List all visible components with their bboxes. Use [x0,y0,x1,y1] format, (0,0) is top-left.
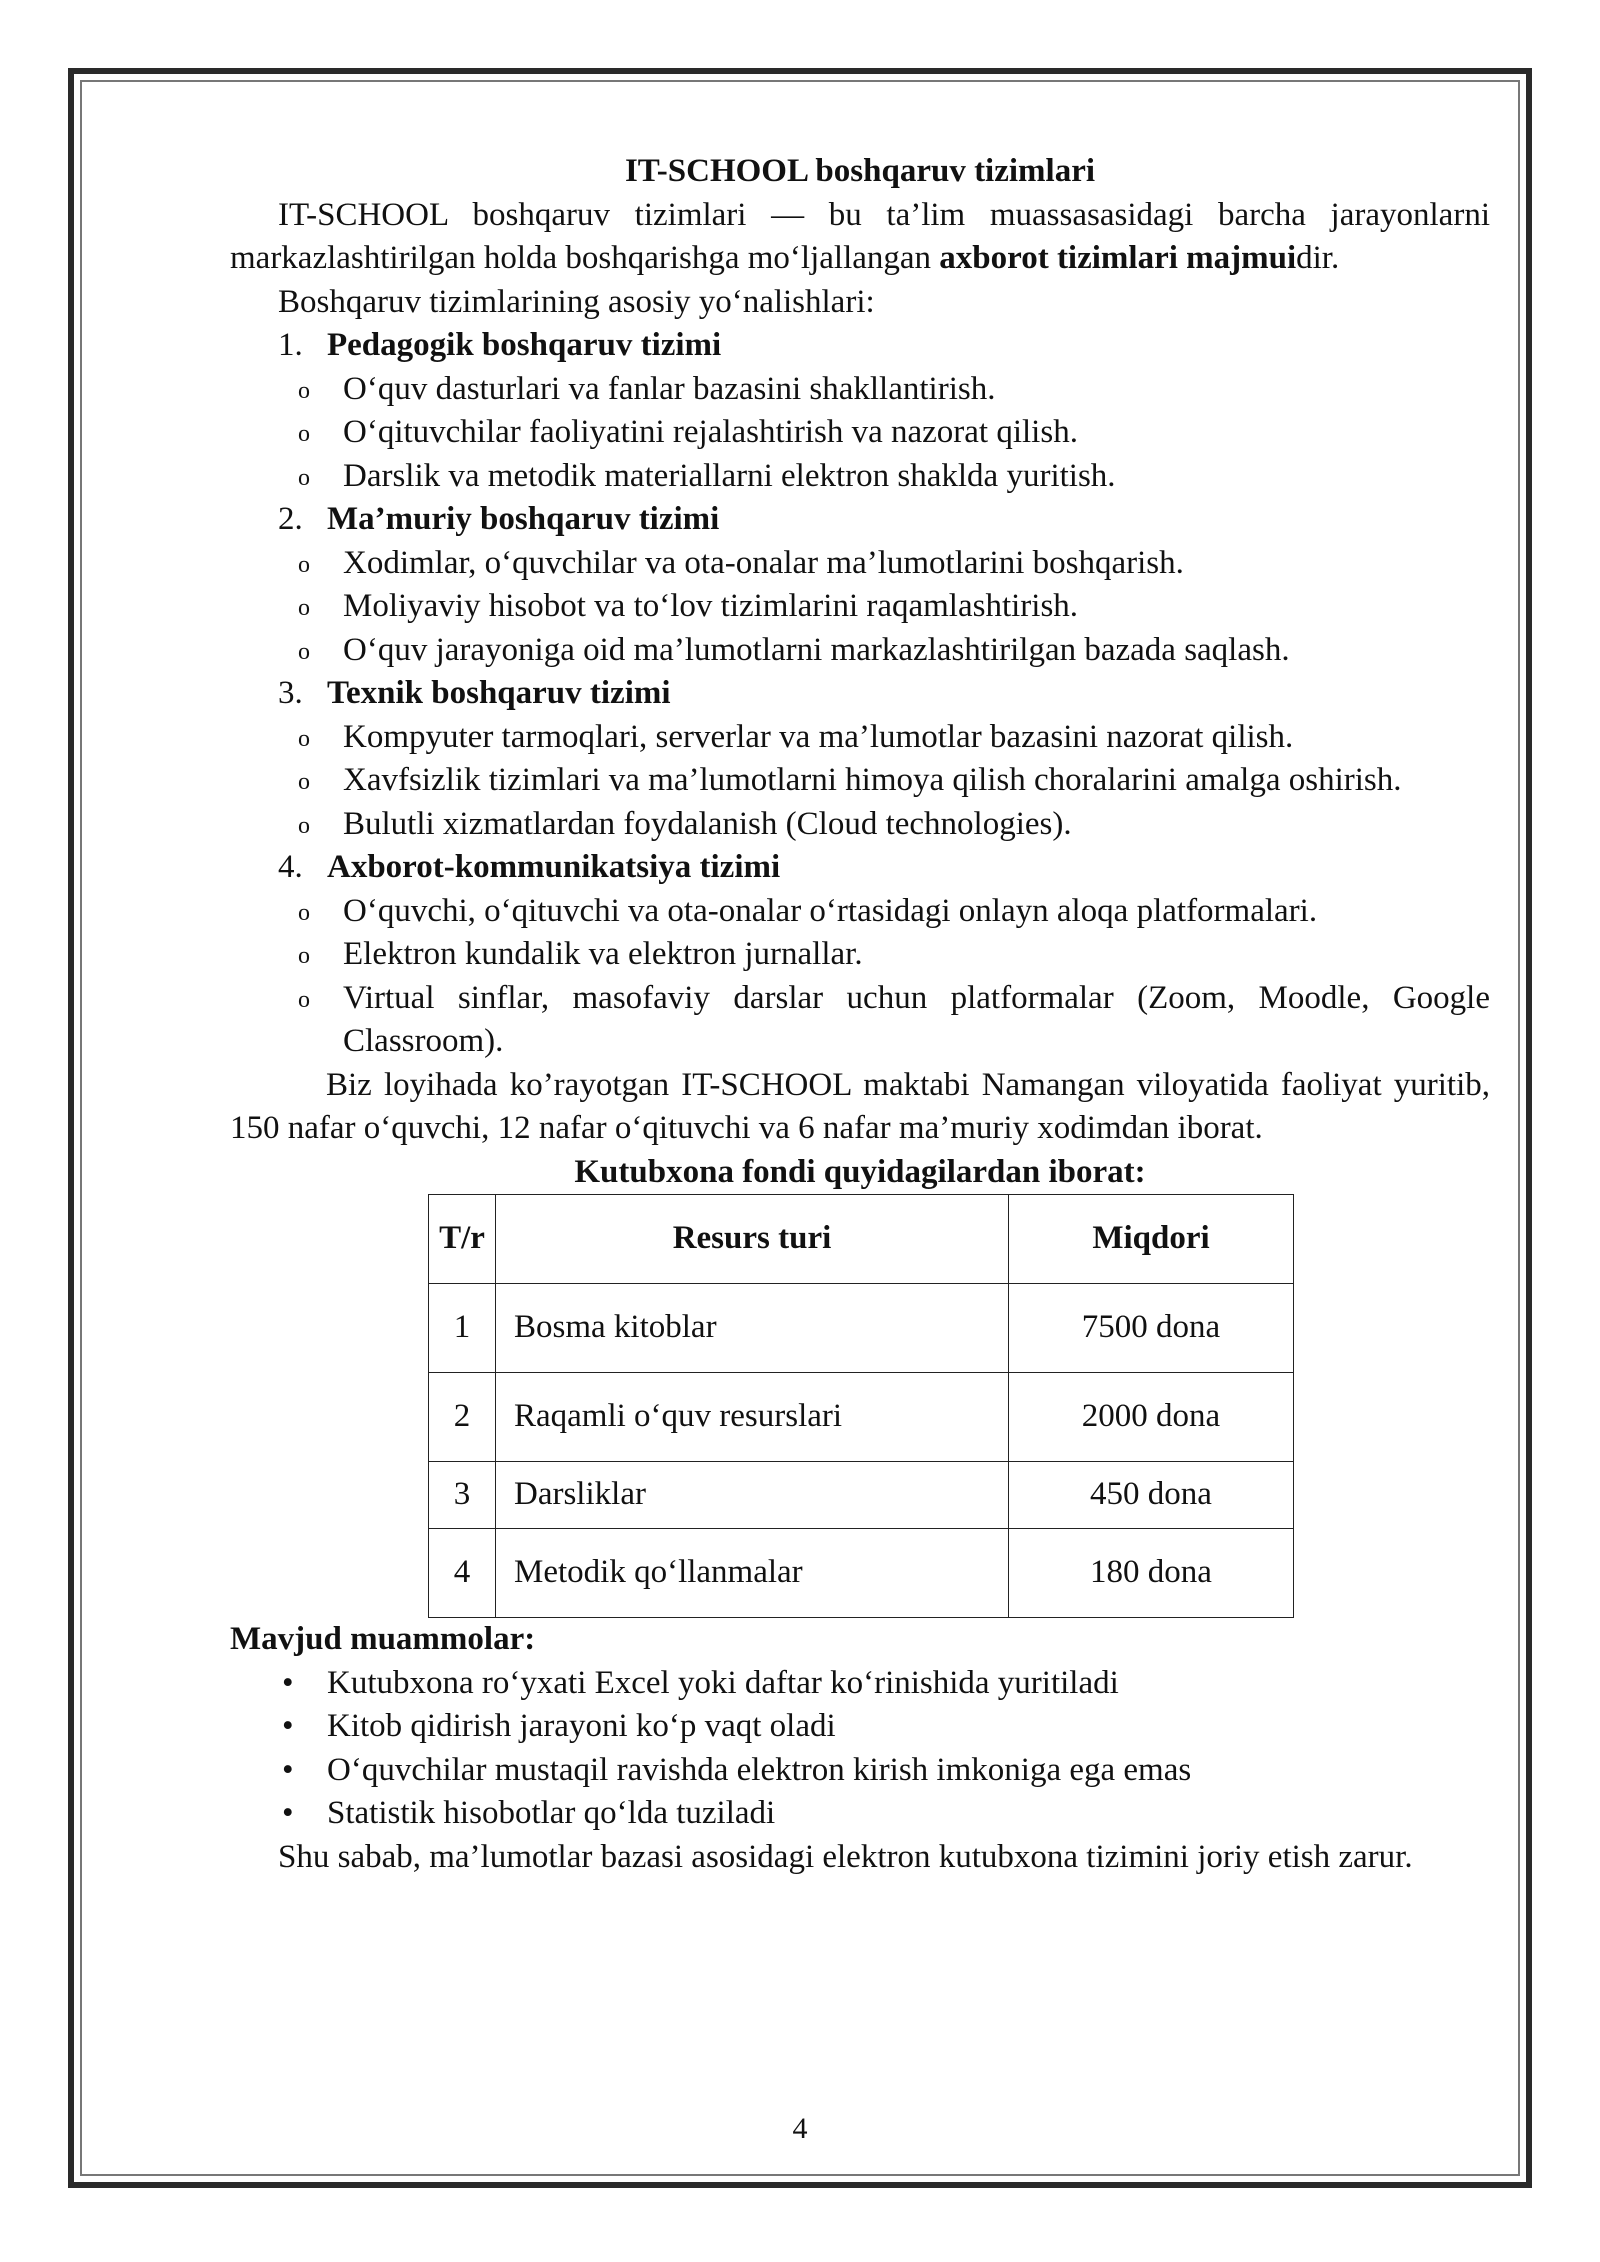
table-cell: Raqamli o‘quv resurslari [496,1373,1009,1462]
dot-bullet-icon: • [282,1795,294,1831]
section-heading [230,846,1490,890]
circle-bullet-icon: o [298,421,310,447]
list-item [230,890,1490,934]
dot-bullet-icon: • [282,1751,294,1788]
list-item [230,1749,1490,1793]
list-item-text: Virtual sinflar, masofaviy darslar uchun platformalar (Zoom, Moodle, Google Classroom). [343,979,1490,1059]
list-item-text: Moliyaviy hisobot va to‘lov tizimlarini raqamlashtirish. [343,588,1079,624]
circle-bullet-icon: o [298,725,310,752]
circle-bullet-icon: o [298,943,310,969]
circle-bullet-icon: o [298,899,310,926]
table-cell: Bosma kitoblar [496,1284,1009,1373]
circle-bullet-icon: o [298,551,310,578]
list-item [230,1705,1490,1749]
column-header: Resurs turi [496,1195,1009,1284]
circle-bullet-icon: o [298,595,310,621]
section-heading [230,498,1490,542]
table-cell: 450 dona [1009,1462,1294,1529]
column-header: Miqdori [1009,1195,1294,1284]
conclusion-paragraph: Shu sabab, ma’lumotlar bazasi asosidagi elektron kutubxona tizimini joriy etish zarur. [278,1838,1413,1875]
circle-bullet-icon: o [298,377,310,404]
list-item [230,629,1490,673]
table-cell: 1 [429,1284,496,1373]
table-row [429,1529,1294,1618]
dot-bullet-icon: • [282,1708,294,1744]
table-cell: Metodik qo‘llanmalar [496,1529,1009,1618]
intro-paragraph [230,194,1490,281]
circle-bullet-icon: o [298,769,310,795]
list-item-text: O‘qituvchilar faoliyatini rejalashtirish va nazorat qilish. [343,414,1078,450]
table-cell: 3 [429,1462,496,1529]
dot-bullet-icon: • [282,1664,294,1701]
table-cell: 7500 dona [1009,1284,1294,1373]
list-item-text: Bulutli xizmatlardan foydalanish (Cloud technologies). [343,805,1072,842]
table-cell: Darsliklar [496,1462,1009,1529]
list-item-text: Elektron kundalik va elektron jurnallar. [343,936,863,972]
table-cell: 180 dona [1009,1529,1294,1618]
list-item-text: Kitob qidirish jarayoni ko‘p vaqt oladi [327,1708,836,1744]
list-item-text: Statistik hisobotlar qo‘lda tuziladi [327,1795,776,1831]
page-content [230,150,1490,1879]
page-title: IT-SCHOOL boshqaruv tizimlari [624,153,1096,189]
list-item [230,1662,1490,1706]
circle-bullet-icon: o [298,812,310,839]
list-item [230,368,1490,412]
list-item-text: Darslik va metodik materiallarni elektron shaklda yuritish. [343,457,1116,494]
table-cell: 4 [429,1529,496,1618]
list-item-text: O‘quvchi, o‘qituvchi va ota-onalar o‘rtasidagi onlayn aloqa platformalari. [343,892,1318,929]
project-paragraph: Biz loyihada ko’rayotgan IT-SCHOOL maktabi Namangan viloyatida faoliyat yuritib, 150 nafar o‘quvchi, 12 nafar o‘qituvchi va 6 nafar ma’muriy xodimdan iborat. [230,1066,1490,1146]
table-row [429,1284,1294,1373]
list-item [230,977,1490,1064]
list-item-text: O‘quv dasturlari va fanlar bazasini shakllantirish. [343,370,996,407]
section-number: 3. [278,675,303,711]
circle-bullet-icon: o [298,464,310,491]
list-item [230,933,1490,977]
section-number: 4. [278,849,303,885]
section-heading [230,324,1490,368]
section-heading-text: Ma’muriy boshqaruv tizimi [327,501,720,537]
section-heading-text: Texnik boshqaruv tizimi [327,675,671,711]
intro-text: IT-SCHOOL boshqaruv tizimlari — bu ta’lim muassasasidagi barcha jarayonlarni markazlashtirilgan holda boshqarishga mo‘ljallangan [230,196,1490,276]
list-item [230,1792,1490,1836]
table-cell: 2 [429,1373,496,1462]
table-cell: 2000 dona [1009,1373,1294,1462]
intro-tail: dir. [1296,240,1340,276]
table-row [429,1373,1294,1462]
section-number: 2. [278,501,303,537]
section-heading-text: Axborot-kommunikatsiya tizimi [327,849,781,885]
circle-bullet-icon: o [298,986,310,1013]
directions-lead: Boshqaruv tizimlarining asosiy yo‘nalishlari: [278,283,875,320]
table-row [429,1462,1294,1529]
list-item [230,716,1490,760]
list-item [230,542,1490,586]
list-item [230,759,1490,803]
list-item [230,803,1490,847]
list-item-text: Xodimlar, o‘quvchilar va ota-onalar ma’lumotlarini boshqarish. [343,544,1184,581]
list-item [230,411,1490,455]
column-header: T/r [429,1195,496,1284]
list-item-text: O‘quvchilar mustaqil ravishda elektron kirish imkoniga ega emas [327,1751,1192,1788]
list-item-text: Kompyuter tarmoqlari, serverlar va ma’lumotlar bazasini nazorat qilish. [343,718,1294,755]
table-header-row [429,1195,1294,1284]
problems-title: Mavjud muammolar: [230,1621,536,1657]
list-item [230,585,1490,629]
table-caption: Kutubxona fondi quyidagilardan iborat: [574,1153,1146,1190]
page-number: 4 [792,2112,808,2145]
list-item-text: Xavfsizlik tizimlari va ma’lumotlarni himoya qilish choralarini amalga oshirish. [343,762,1402,798]
list-item-text: Kutubxona ro‘yxati Excel yoki daftar ko‘rinishida yuritiladi [327,1664,1119,1701]
section-heading [230,672,1490,716]
section-heading-text: Pedagogik boshqaruv tizimi [327,327,722,363]
list-item [230,455,1490,499]
list-item-text: O‘quv jarayoniga oid ma’lumotlarni markazlashtirilgan bazada saqlash. [343,631,1290,668]
library-fund-table [428,1194,1294,1618]
intro-bold: axborot tizimlari majmui [939,240,1297,276]
circle-bullet-icon: o [298,638,310,665]
section-number: 1. [278,327,303,363]
